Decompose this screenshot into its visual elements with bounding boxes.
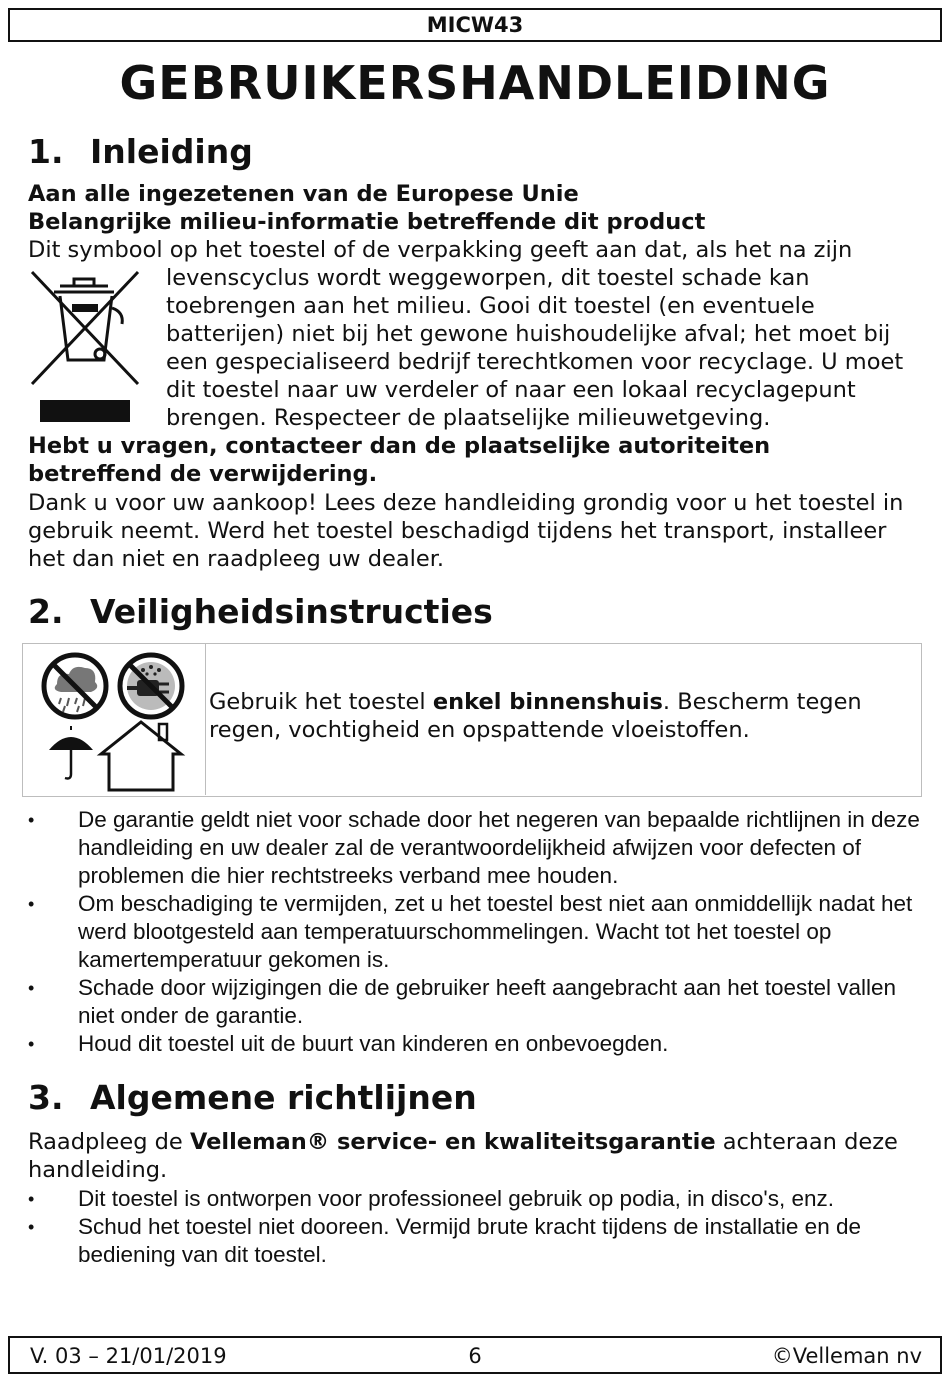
section-title: Veiligheidsinstructies xyxy=(90,592,493,631)
umbrella-icon xyxy=(49,726,93,779)
section-number: 3. xyxy=(28,1078,64,1117)
footer-copyright: ©Velleman nv xyxy=(771,1344,922,1368)
list-item: • Dit toestel is ontworpen voor professioneel gebruik op podia, in disco's, enz. xyxy=(28,1185,928,1213)
weee-crossed-bin-icon xyxy=(28,268,146,426)
environment-info-line: Belangrijke milieu-informatie betreffende dit product xyxy=(28,209,706,235)
safety-bullet-list xyxy=(28,806,928,1058)
house-icon xyxy=(101,722,181,790)
section-heading-richtlijnen xyxy=(28,1078,477,1117)
footer-version: V. 03 – 21/01/2019 xyxy=(30,1344,227,1368)
eu-residents-line: Aan alle ingezetenen van de Europese Unie xyxy=(28,181,579,207)
indoor-use-box xyxy=(22,643,922,797)
section-title: Algemene richtlijnen xyxy=(90,1078,477,1117)
warranty-text-post: achteraan deze handleiding. xyxy=(28,1129,898,1183)
warranty-text-pre: Raadpleeg de xyxy=(28,1129,190,1155)
page-title: GEBRUIKERSHANDLEIDING xyxy=(119,56,831,110)
thanks-text: Dank u voor uw aankoop! Lees deze handleiding grondig voor u het toestel in gebruik neemt. Werd het toestel beschadigd tijdens het transport, installeer het dan niet en raadpleeg uw dealer. xyxy=(28,490,904,572)
indoor-use-text xyxy=(209,688,909,744)
header-model: MICW43 xyxy=(8,8,942,42)
section-number: 1. xyxy=(28,132,64,171)
list-item: • Houd dit toestel uit de buurt van kinderen en onbevoegden. xyxy=(28,1030,928,1058)
section-title: Inleiding xyxy=(90,132,253,171)
indoor-text-pre: Gebruik het toestel xyxy=(209,689,433,715)
warranty-name-bold: Velleman® service- en kwaliteitsgarantie xyxy=(189,1129,716,1155)
list-item: • Schud het toestel niet dooreen. Vermijd brute kracht tijdens de installatie en de bediening van dit toestel. xyxy=(28,1213,928,1269)
indoor-text-post: . Bescherm tegen regen, vochtigheid en opspattende vloeistoffen. xyxy=(209,689,862,743)
section-number: 2. xyxy=(28,592,64,631)
list-item: • De garantie geldt niet voor schade door het negeren van bepaalde richtlijnen in deze handleiding en uw dealer zal de verantwoordelijkheid afwijzen voor defecten of problemen die hier rechtstreeks verband mee houden. xyxy=(28,806,928,890)
footer-page-number: 6 xyxy=(468,1344,482,1368)
no-rain-icon xyxy=(44,655,106,717)
warranty-reference-text xyxy=(28,1128,928,1184)
indoor-only-bold: enkel binnenshuis xyxy=(432,689,663,715)
questions-bold-text: Hebt u vragen, contacteer dan de plaatselijke autoriteiten betreffend de verwijdering. xyxy=(28,433,771,487)
general-bullet-list xyxy=(28,1185,928,1269)
section-heading-veiligheid xyxy=(28,592,493,631)
safety-icons xyxy=(23,644,206,795)
symbol-intro-line: Dit symbool op het toestel of de verpakking geeft aan dat, als het na zijn xyxy=(28,237,853,263)
section-heading-inleiding xyxy=(28,132,253,171)
no-wet-plug-icon xyxy=(120,655,182,717)
list-item: • Om beschadiging te vermijden, zet u het toestel best niet aan onmiddellijk nadat het werd blootgesteld aan temperatuurschommelingen. Wacht tot het toestel op kamertemperatuur gekomen is. xyxy=(28,890,928,974)
page-footer xyxy=(8,1336,942,1374)
weee-text: levenscyclus wordt weggeworpen, dit toestel schade kan toebrengen aan het milieu. Gooi dit toestel (en eventuele batterijen) niet bij het gewone huishoudelijke afval; het moet bij een gespecialiseerd bedrijf terechtkomen voor recyclage. U moet dit toestel naar uw verdeler of naar een lokaal recyclagepunt brengen. Respecteer de plaatselijke milieuwetgeving. xyxy=(166,265,904,431)
list-item: • Schade door wijzigingen die de gebruiker heeft aangebracht aan het toestel vallen niet onder de garantie. xyxy=(28,974,928,1030)
